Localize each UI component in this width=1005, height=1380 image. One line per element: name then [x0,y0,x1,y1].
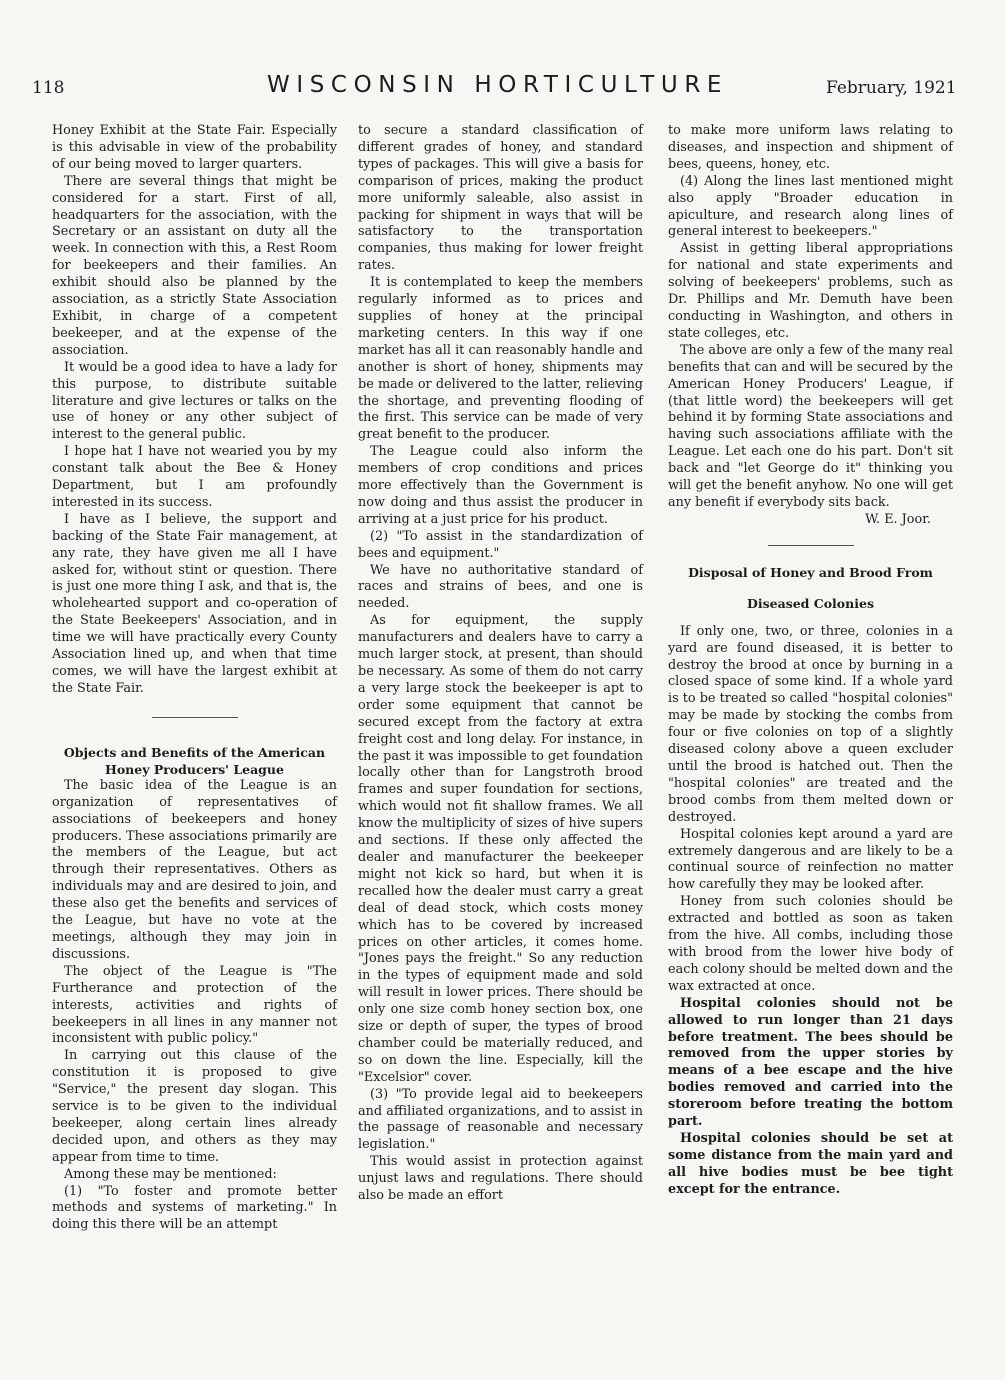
bold-paragraph: Hospital colonies should not be allowed to run longer than 21 days before treatment. The bees should be removed from the upper stories by means of a bee escape and the hive bodies removed and carried into the storeroom before treating the bottom part. [668,995,953,1130]
paragraph: (2) "To assist in the standardization of bees and equipment." [358,528,643,561]
paragraph: I have as I believe, the support and backing of the State Fair management, at any rate, they have given me all I have asked for, without stint or question. There is just one more thing I ask, and that is, the wholehearted support and co-operation of the State Beekeepers' Association, and in time we will have practically every County Association lined up, and when that time comes, we will have the largest exhibit at the State Fair. [52,511,337,696]
column-2 [358,123,643,1205]
bold-paragraph: Hospital colonies should be set at some distance from the main yard and all hive bodies must be bee tight except for the entrance. [668,1130,953,1197]
paragraph: Honey from such colonies should be extracted and bottled as soon as taken from the hive. All combs, including those with brood from the lower hive body of each colony should be melted down and the wax extracted at once. [668,894,953,994]
author-signature: W. E. Joor. [865,511,931,527]
paragraph: It would be a good idea to have a lady for this purpose, to distribute suitable literature and give lectures or talks on the use of honey or any other subject of interest to the general public. [52,359,337,443]
paragraph: Honey Exhibit at the State Fair. Especially is this advisable in view of the probability of our being moved to larger quarters. [52,123,337,172]
column-3 [668,123,953,1199]
paragraph: This would assist in protection against unjust laws and regulations. There should also be made an effort [358,1154,643,1204]
paragraph: The above are only a few of the many real benefits that can and will be secured by the American Honey Producers' League, if (that little word) the beekeepers will get behind it by forming State associations and having such associations affiliate with the League. Let each one do his part. Don't sit back and "let George do it" thinking you will get the benefit anyhow. No one will get any benefit if everybody sits back. [668,342,953,510]
paragraph: It is contemplated to keep the members regularly informed as to prices and supplies of honey at the principal marketing centers. In this way if one market has all it can reasonably handle and another is short of honey, shipments may be made or delivered to the latter, relieving the shortage, and preventing flooding of the first. This service can be made of very great benefit to the producer. [358,275,643,443]
paragraph: I hope hat I have not wearied you by my constant talk about the Bee & Honey Department, but I am profoundly interested in its success. [52,444,337,510]
paragraph: to secure a standard classification of different grades of honey, and standard types of packages. This will give a basis for comparison of prices, making the product more uniformly saleable, also assist in packing for shipment in ways that will be satisfactory to the transportation companies, thus making for lower freight rates. [358,123,643,274]
paragraph: There are several things that might be considered for a start. First of all, headquarters for the association, with the Secretary or an assistant on duty all the week. In connection with this, a Rest Room for beekeepers and their families. An exhibit should also be planned by the association, as a strictly State Association Exhibit, in charge of a competent beekeeper, and at the expense of the association. [52,173,337,358]
section-heading: Disposal of Honey and Brood From [688,564,933,580]
paragraph: Assist in getting liberal appropriations for national and state experiments and solving of beekeepers' problems, such as Dr. Phillips and Mr. Demuth have been conducting in Washington, and others in state colleges, etc. [668,241,953,341]
paragraph: The basic idea of the League is an organization of representatives of associations of beekeepers and honey producers. These associations primarily are the members of the League, but act through their representatives. Others as individuals may and are desired to join, and these also get the benefits and services of the League, but have no vote at the meetings, although they may join in discussions. [52,777,337,962]
section-divider [152,717,238,718]
paragraph: Among these may be mentioned: [64,1166,277,1182]
section-divider [768,545,854,546]
paragraph: Hospital colonies kept around a yard are extremely dangerous and are likely to be a continual source of reinfection no matter how carefully they may be looked after. [668,826,953,893]
paragraph: We have no authoritative standard of races and strains of bees, and one is needed. [358,562,643,612]
page-header [0,72,1005,108]
section-heading: Objects and Benefits of the American [63,744,326,760]
paragraph: (3) "To provide legal aid to beekeepers and affiliated organizations, and to assist in the passage of reasonable and necessary legislation." [358,1086,643,1153]
section-heading-continued: Honey Producers' League [105,761,284,777]
paragraph: (4) Along the lines last mentioned might also apply "Broader education in apiculture, and research along lines of general interest to beekeepers." [668,173,953,240]
issue-date: February, 1921 [826,78,957,98]
paragraph: (1) "To foster and promote better methods and systems of marketing." In doing this there will be an attempt [52,1183,337,1233]
paragraph: In carrying out this clause of the constitution it is proposed to give "Service," the present day slogan. This service is to be given to the individual beekeeper, along certain lines already decided upon, and others as they may appear from time to time. [52,1048,337,1165]
paragraph: As for equipment, the supply manufacturers and dealers have to carry a much larger stock, at present, than should be necessary. As some of them do not carry a very large stock the beekeeper is apt to order some equipment that cannot be secured except from the factory at extra freight cost and long delay. For instance, in the past it was impossible to get foundation locally other than for Langstroth brood frames and super foundation for sections, which would not fit shallow frames. We all know the multiplicity of sizes of hive supers and sections. If these only affected the dealer and manufacturer the beekeeper might not kick so hard, but when it is recalled how the dealer must carry a great deal of dead stock, which costs money which has to be covered by increased prices on other articles, it comes home. "Jones pays the freight." So any reduction in the types of equipment made and sold will result in lower prices. There should be only one size comb honey section box, one size or depth of super, the types of brood chamber could be materially reduced, and so on down the line. Especially, kill the "Excelsior" cover. [358,613,643,1085]
paragraph: to make more uniform laws relating to diseases, and inspection and shipment of bees, queens, honey, etc. [668,123,953,172]
section-heading-continued: Diseased Colonies [747,595,874,611]
column-1 [52,123,337,1234]
paragraph: The object of the League is "The Furtherance and protection of the interests, activities and rights of beekeepers in all lines in any manner not inconsistent with public policy." [52,963,337,1047]
paragraph: If only one, two, or three, colonies in a yard are found diseased, it is better to destroy the brood at once by burning in a closed space of some kind. If a whole yard is to be treated so called "hospital colonies" may be made by stocking the combs from four or five colonies on top of a slightly diseased colony above a queen excluder until the brood is hatched out. Then the "hospital colonies" are treated and the brood combs from them melted down or destroyed. [668,623,953,825]
journal-title: WISCONSIN HORTICULTURE [267,72,729,98]
paragraph: The League could also inform the members of crop conditions and prices more effectively than the Government is now doing and thus assist the producer in arriving at a just price for his product. [358,444,643,527]
page-number: 118 [32,78,65,98]
